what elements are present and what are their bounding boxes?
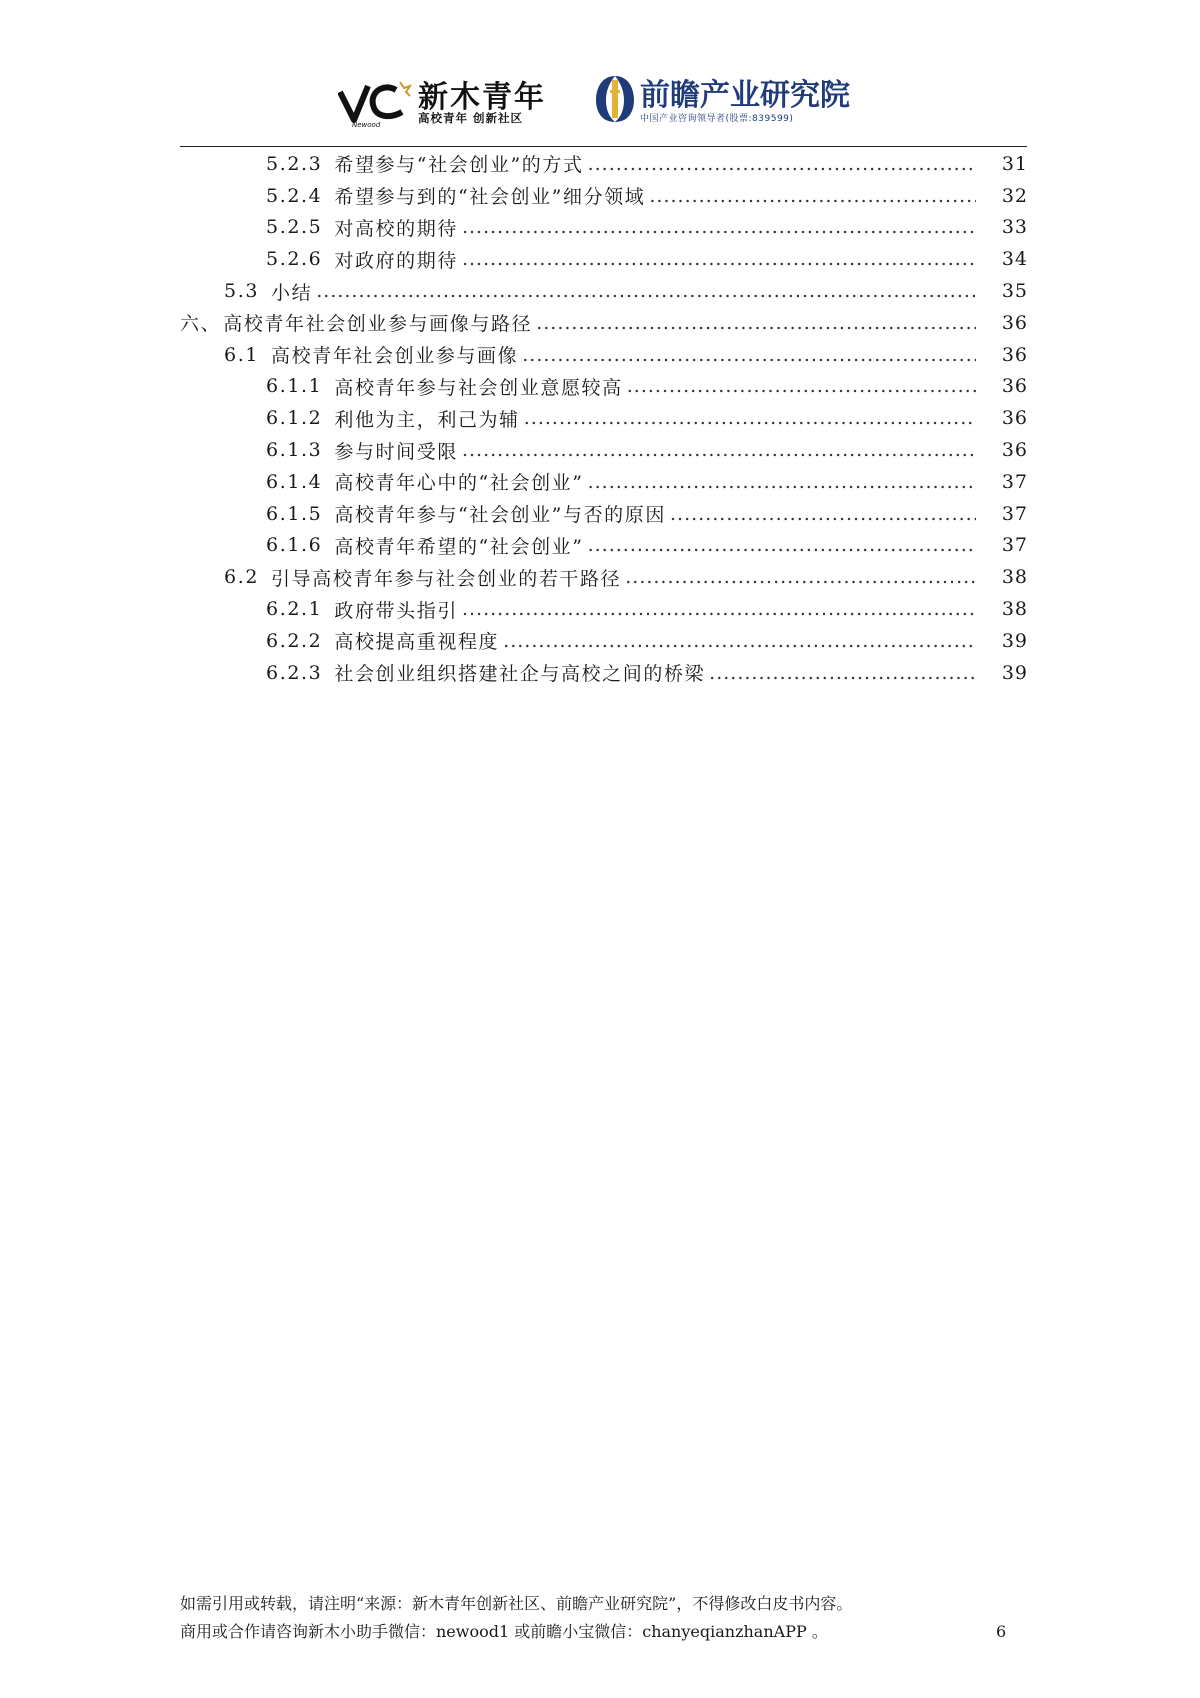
toc-entry-number: 6.1.2 [266,407,323,430]
toc-dot-leader [625,566,976,588]
toc-dot-leader [462,439,976,461]
toc-entry-title: 对政府的期待 [334,249,458,272]
toc-entry-page: 33 [1001,216,1028,239]
toc-entry-page: 36 [1001,407,1028,430]
toc-dot-leader [503,630,976,652]
toc-dot-leader [316,280,976,302]
toc-dot-leader [588,153,976,175]
toc-entry-number: 5.3 [224,280,260,303]
newood-logo-title: 新木青年 [418,80,546,115]
toc-dot-leader [670,503,976,525]
toc-entry[interactable] [0,593,1200,625]
toc-entry-title: 社会创业组织搭建社企与高校之间的桥梁 [334,663,706,686]
toc-entry-page: 32 [1001,184,1028,207]
toc-entry-number: 6.2.2 [266,629,323,652]
qianzhan-logo-title: 前瞻产业研究院 [640,78,850,113]
toc-entry-number: 6.2.1 [266,598,323,621]
toc-entry-page: 36 [1001,439,1028,462]
toc-entry-title: 希望参与“社会创业”的方式 [334,154,584,177]
toc-entry[interactable] [0,339,1200,371]
toc-entry-page: 36 [1001,343,1028,366]
toc-entry-title: 引导高校青年参与社会创业的若干路径 [271,567,622,590]
toc-entry[interactable] [0,466,1200,498]
toc-entry-page: 37 [1001,470,1028,493]
toc-entry-number: 6.1.4 [266,470,323,493]
toc-entry-number: 5.2.5 [266,216,323,239]
toc-entry-title: 对高校的期待 [334,217,458,240]
toc-entry-page: 31 [1001,152,1028,175]
toc-entry-page: 38 [1001,566,1028,589]
toc-dot-leader [536,312,976,334]
toc-dot-leader [522,344,976,366]
toc-entry[interactable] [0,530,1200,562]
toc-entry[interactable] [0,148,1200,180]
toc-entry[interactable] [0,212,1200,244]
toc-entry[interactable] [0,371,1200,403]
toc-entry[interactable] [0,307,1200,339]
footer-contact-line [180,1618,1030,1646]
toc-entry-page: 37 [1001,502,1028,525]
page-number: 6 [996,1622,1007,1641]
toc-entry-title: 高校青年希望的“社会创业” [334,535,584,558]
toc-entry[interactable] [0,243,1200,275]
toc-entry-title: 高校青年参与“社会创业”与否的原因 [334,504,666,527]
toc-entry-number: 5.2.4 [266,184,323,207]
toc-entry-title: 高校青年社会创业参与画像 [271,345,519,368]
toc-entry[interactable] [0,402,1200,434]
toc-entry[interactable] [0,434,1200,466]
toc-entry-number: 5.2.3 [266,152,323,175]
qianzhan-logo-subtitle: 中国产业咨询领导者(股票:839599) [640,114,794,124]
newood-logo-subtitle: 高校青年 创新社区 [418,111,524,125]
toc-entry-title: 利他为主，利己为辅 [334,408,520,431]
toc-entry-title: 高校青年社会创业参与画像与路径 [223,313,533,336]
toc-entry-number: 6.1 [224,343,260,366]
table-of-contents [0,148,1200,689]
toc-entry-number: 5.2.6 [266,248,323,271]
toc-entry-number: 六、 [180,313,222,336]
footer-contact-text: 商用或合作请咨询新木小助手微信：newood1 或前瞻小宝微信：chanyeqianzhanAPP 。 [180,1622,828,1641]
toc-entry-page: 39 [1001,629,1028,652]
newood-logo-icon [338,76,412,128]
toc-entry-number: 6.2.3 [266,661,323,684]
page-footer [180,1590,1030,1646]
toc-entry[interactable] [0,180,1200,212]
toc-entry[interactable] [0,625,1200,657]
toc-entry-title: 小结 [271,281,313,304]
toc-entry[interactable] [0,561,1200,593]
toc-entry-title: 希望参与到的“社会创业”细分领域 [334,186,646,209]
toc-entry-page: 36 [1001,311,1028,334]
toc-entry-number: 6.1.5 [266,502,323,525]
toc-dot-leader [709,662,976,684]
toc-entry-number: 6.1.3 [266,439,323,462]
toc-entry[interactable] [0,498,1200,530]
toc-dot-leader [588,471,976,493]
toc-dot-leader [649,185,976,207]
toc-entry-number: 6.1.6 [266,534,323,557]
newood-mark-text: Newood [352,121,381,128]
toc-entry-page: 34 [1001,248,1028,271]
qianzhan-logo-icon [594,74,636,126]
newood-logo [338,72,568,130]
page-header [0,62,1200,132]
toc-dot-leader [462,248,976,270]
toc-entry-title: 高校青年参与社会创业意愿较高 [334,376,623,399]
toc-entry-title: 高校青年心中的“社会创业” [334,472,584,495]
toc-entry-title: 政府带头指引 [334,599,458,622]
footer-citation-note: 如需引用或转载，请注明“来源：新木青年创新社区、前瞻产业研究院”，不得修改白皮书内容。 [180,1594,853,1613]
toc-entry-title: 参与时间受限 [334,440,458,463]
toc-dot-leader [524,407,976,429]
toc-entry-page: 36 [1001,375,1028,398]
toc-entry-page: 38 [1001,598,1028,621]
toc-entry-page: 35 [1001,280,1028,303]
toc-entry[interactable] [0,657,1200,689]
toc-entry[interactable] [0,275,1200,307]
toc-dot-leader [627,375,976,397]
header-divider [180,146,1027,147]
toc-entry-page: 39 [1001,661,1028,684]
toc-entry-number: 6.1.1 [266,375,323,398]
toc-dot-leader [462,216,976,238]
toc-entry-page: 37 [1001,534,1028,557]
qianzhan-logo [594,70,854,128]
toc-dot-leader [588,534,976,556]
toc-entry-title: 高校提高重视程度 [334,631,500,654]
toc-dot-leader [462,598,976,620]
toc-entry-number: 6.2 [224,566,260,589]
